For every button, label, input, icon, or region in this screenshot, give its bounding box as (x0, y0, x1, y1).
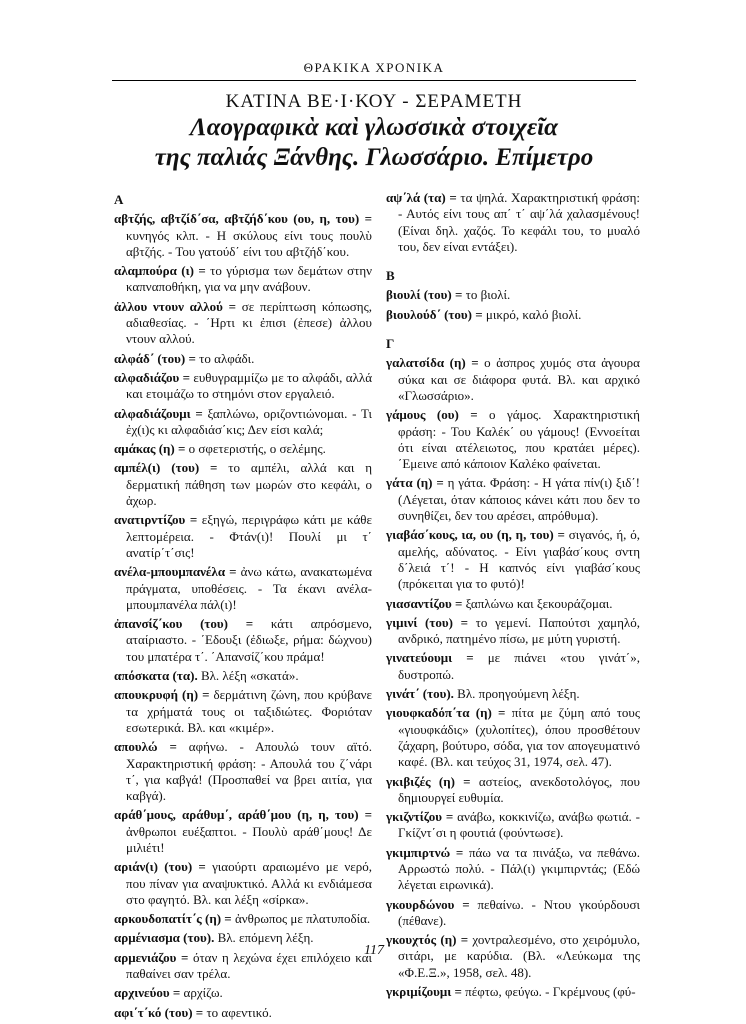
entry-term: γιαβάσ΄κους, ια, ου (η, η, του) = (386, 527, 565, 543)
entry-term: γιασαντίζου = (386, 595, 463, 611)
glossary-entry (114, 370, 372, 403)
entry-definition: ο ἀσπρος χυμός στα ἀγουρα σύκα και σε διάφορα φυτά. Βλ. και αρχικό «Γλωσσάριο». (398, 355, 640, 403)
glossary-entry (386, 686, 640, 702)
entry-definition: σιγανός, ή, ό, αμελής, αδύνατος. - Είνι γιαβάσ΄κους σντη δ΄λειά τ΄! - Η καπνός είνι γιαβάσ΄κους (πρόκειται για το φυτό)! (398, 527, 640, 592)
glossary-entry (386, 809, 640, 842)
entry-term: αρμενιάζου = (114, 949, 189, 965)
entry-definition: ἀνθρωποι ευέξαπτοι. - Πουλὺ αράθ΄μους! Δε μιλιέτι! (126, 823, 372, 855)
entry-term: αμπέλ(ι) (του) = (114, 460, 218, 476)
entry-definition: το βιολί. (462, 287, 511, 303)
glossary-entry (114, 616, 372, 665)
title-line-2: της παλιάς Ξάνθης. Γλωσσάριο. Επίμετρο (154, 144, 594, 171)
entry-term: γκιβιζές (η) = (386, 773, 471, 789)
glossary-entry (386, 287, 640, 303)
entry-term: γιουφκαδόπ΄τα (η) = (386, 705, 506, 721)
entry-term: γαλατσίδα (η) = (386, 355, 479, 371)
b-entries (386, 287, 640, 323)
entry-term: αφι΄τ΄κό (του) = (114, 1004, 204, 1020)
entry-definition: το αμπέλι, αλλά και η δερματική πάθηση των μωρών στο κεφάλι, ο ἀχωρ. (126, 460, 372, 509)
entry-term: ανατιρντίζου = (114, 512, 198, 528)
entry-term: ἀλλου ντουν αλλού = (114, 298, 237, 314)
entry-term: γκουχτός (η) = (386, 932, 469, 948)
entry-term: αλφαδιάζου = (114, 369, 190, 385)
section-letter-g: Γ (386, 336, 395, 352)
glossary-entry (114, 911, 372, 927)
glossary-entry (386, 705, 640, 770)
entry-definition: ευθυγραμμίζω με το αλφάδι, αλλά και ετοιμάζω το στημόνι στον εργαλειό. (126, 369, 373, 402)
entry-term: ανέλα-μπουμπανέλα = (114, 564, 237, 580)
entry-definition: σε περίπτωση κόπωσης, αδιαθεσίας. - ΄Ηρτι κι ἐπισι (ἐπεσε) ἀλλου ντουν αλλού. (126, 298, 372, 347)
glossary-entry (386, 774, 640, 807)
entry-definition: κυνηγός κλπ. - Η σκύλους είνι τους πουλὺ αβτζής. - Του γατούδ΄ είνι του αβτζήδ΄κου. (126, 227, 372, 259)
author: ΚΑΤΙΝΑ ΒΕ·Ι·ΚΟΥ - ΣΕΡΑΜΕΤΗ (225, 91, 523, 112)
entry-definition: γιαούρτι αραιωμένο με νερό, που πίναν για αναψυκτικό. Αλλά κι ενδιάμεσα στο φαγητό. Βλ. και λέξη «σίρκα». (126, 859, 372, 907)
entry-definition: τα ψηλά. Χαρακτηριστική φράση: - Αυτός είνι τους απ΄ τ΄ αψ΄λά χαλασμένους! (Είναι δηλ. χαζός. Το κεφάλι του, το μυαλό του, δεν είναι εντάξει). (398, 190, 640, 254)
glossary-entry (114, 512, 372, 561)
entry-definition: ο σφετεριστής, ο σελέμης. (185, 441, 326, 457)
entry-definition: ἀνθρωπος με πλατυποδία. (231, 911, 371, 927)
entry-definition: το γεμενί. Παπούτσι χαμηλό, ανδρικό, πατημένο πίσω, με μύτη γυριστή. (398, 614, 640, 647)
entry-term: βιουλί (του) = (386, 287, 463, 303)
entry-definition: αστείος, ανεκδοτολόγος, που δημιουργεί ευθυμία. (398, 773, 640, 805)
section-letter-b: Β (386, 268, 395, 284)
entry-term: γινάτ΄ (του). (386, 686, 454, 702)
glossary-entry (114, 739, 372, 804)
glossary-entry (114, 441, 372, 457)
entry-definition: Βλ. προηγούμενη λέξη. (453, 686, 580, 702)
glossary-entry (114, 668, 372, 684)
entry-term: γάμους (ου) = (386, 407, 478, 423)
entry-term: απουλώ = (114, 739, 177, 755)
entry-term: απουκρυφή (η) = (114, 687, 210, 703)
glossary-entry (114, 351, 372, 367)
glossary-entry (114, 859, 372, 908)
entry-definition: το αλφάδι. (195, 350, 255, 366)
glossary-entry (114, 406, 372, 439)
glossary-entry (114, 299, 372, 348)
glossary-entry (386, 615, 640, 648)
entry-definition: Βλ. λέξη «σκατά». (197, 668, 299, 684)
header-rule (112, 80, 636, 81)
left-column (114, 190, 372, 1024)
entry-definition: χοντραλεσμένο, στο χειρόμυλο, σιτάρι, με καρύδια. (Βλ. «Λεύκωμα της «Φ.Ε.Ξ.», 1958, σελ. 48). (398, 932, 640, 980)
entry-definition: Βλ. επόμενη λέξη. (214, 930, 314, 946)
entry-term: γάτα (η) = (386, 475, 444, 491)
glossary-entry (386, 596, 640, 612)
glossary-entry (386, 307, 640, 323)
entry-definition: μικρό, καλό βιολί. (482, 306, 582, 322)
entry-definition: όταν η λεχώνα έχει επιλόχειο και παθαίνει σαν τρέλα. (126, 949, 373, 982)
entry-term: αμάκας (η) = (114, 441, 186, 457)
entry-definition: δερμάτινη ζώνη, που κρύβανε τα χρήματά τους οι ταξιδιώτες. Φοριόταν εσωτερικά. Βλ. και «κιμέρ». (126, 687, 372, 735)
entry-definition: ο γάμος. Χαρακτηριστική φράση: - Του Καλέκ΄ ου γάμους! (Εννοείται ότι είναι ατέλειωτος, που κρατάει μέρες). ΄Εμεινε από κάποιον Καλέκο φαίνεται. (398, 407, 640, 472)
entry-term: γινατεύουμι = (386, 650, 474, 666)
entry-definition: πέφτω, φεύγω. - Γκρέμνους (φύ- (461, 984, 636, 1000)
right-pre-entries (386, 190, 640, 255)
glossary-entry (114, 564, 372, 613)
left-entries (114, 211, 372, 1021)
entry-term: απόσκατα (τα). (114, 668, 198, 684)
entry-definition: εξηγώ, περιγράφω κάτι με κάθε λεπτομέρεια. - Φτάν(ι)! Πουλί μι τ΄ ανατίρ΄τ΄σις! (126, 512, 372, 560)
glossary-entry (114, 211, 372, 260)
glossary-entry (114, 460, 372, 509)
entry-term: βιουλούδ΄ (του) = (386, 306, 483, 322)
entry-term: ἀπανσίζ΄κου (του) = (114, 616, 254, 632)
glossary-entry (386, 190, 640, 255)
entry-term: γκουρδώνου = (386, 896, 470, 912)
entry-term: αλφαδιάζουμι = (114, 405, 203, 421)
entry-definition: πίτα με ζύμη από τους «γιουφκάδις» (χυλοπίτες), όπου προσθέτουν ζάχαρη, βούτυρο, σόδα, για τον απογευματινό καφέ. (Βλ. και τεύχος 31, 1974, σελ. 47). (398, 705, 641, 770)
section-letter-a: Α (114, 192, 124, 207)
entry-term: αλαμπούρα (ι) = (114, 263, 206, 279)
entry-definition: ἀνω κάτω, ανακατωμένα πράγματα, υποθέσεις. - Τα έκανι ανέλα-μπουμπανέλα πάλ(ι)! (126, 564, 372, 612)
entry-term: αριάν(ι) (του) = (114, 859, 206, 875)
entry-definition: ξαπλώνω, οριζοντιώνομαι. - Τι ἐχ(ι)ς κι αλφαδιάσ΄κις; Δεν είσι καλά; (126, 405, 372, 437)
entry-term: αράθ΄μους, αράθυμ΄, αράθ΄μου (η, η, του) = (114, 807, 372, 823)
glossary-entry (114, 263, 372, 296)
glossary-entry (386, 407, 640, 472)
glossary-entry (386, 845, 640, 894)
entry-term: αρχινεύου = (114, 985, 181, 1001)
entry-definition: η γάτα. Φράση: - Η γάτα πίν(ι) ξιδ΄! (Λέγεται, όταν κάποιος κάνει κάτι που δεν το συνηθίζει, δεν του αρέσει, απρόθυμα). (398, 475, 640, 524)
entry-definition: το γύρισμα των δεμάτων στην καπναποθήκη, για να μην ανάβουν. (126, 263, 372, 295)
glossary-entry (386, 897, 640, 930)
entry-term: αλφάδ΄ (του) = (114, 350, 196, 366)
glossary-entry (386, 650, 640, 683)
entry-definition: πεθαίνω. - Ντου γκούρδουσι (πέθανε). (398, 896, 641, 928)
entry-term: γιμινί (του) = (386, 614, 468, 630)
g-entries (386, 355, 640, 1000)
glossary-entry (114, 807, 372, 856)
glossary-entry (386, 984, 640, 1000)
glossary-entry (386, 355, 640, 404)
title-line-1: Λαογραφικὰ καὶ γλωσσικὰ στοιχεῖα (190, 114, 558, 141)
entry-term: αρκουδοπατίτ΄ς (η) = (114, 911, 232, 927)
entry-term: αβτζής, αβτζίδ΄σα, αβτζήδ΄κου (ου, η, του) = (114, 211, 372, 227)
entry-definition: αφήνω. - Απουλώ τουν αϊτό. Χαρακτηριστική φράση: - Απουλά του ζ΄νάρι τ΄, για καβγά! (Προσπαθεί να βρει αιτία, για καβγά). (126, 739, 372, 804)
glossary-entry (114, 687, 372, 736)
entry-definition: αρχίζω. (180, 985, 223, 1001)
entry-definition: ξαπλώνω και ξεκουράζομαι. (462, 595, 613, 611)
entry-term: γκιμπιρτνώ = (386, 844, 464, 860)
entry-definition: κάτι απρόσμενο, αταίριαστο. - ΄Εδουξι (ἐδιωξε, ρήμα: δώχνου) του μπατέρα τ΄. ΄Απανσίζ΄κου πράμα! (126, 616, 372, 664)
glossary-entry (114, 1005, 372, 1021)
glossary-entry (114, 985, 372, 1001)
article-title (100, 113, 648, 173)
glossary-entry (386, 527, 640, 592)
entry-term: γκριμίζουμι = (386, 984, 462, 1000)
page-number: 117 (364, 943, 384, 958)
right-column (386, 190, 640, 1003)
entry-term: αψ΄λά (τα) = (386, 190, 457, 205)
entry-definition: το αφεντικό. (203, 1004, 272, 1020)
entry-definition: πάω να τα πινάξω, να πεθάνω. Αρρωστώ πολύ. - Πάλ(ι) γκιμπιρντάς; (Εδώ λέγεται ειρωνικά). (398, 844, 640, 893)
entry-term: γκιζντίζου = (386, 809, 454, 825)
glossary-entry (386, 475, 640, 524)
running-header: ΘΡΑΚΙΚΑ ΧΡΟΝΙΚΑ (303, 60, 445, 75)
entry-term: αρμένιασμα (του). (114, 930, 215, 946)
entry-definition: ανάβω, κοκκινίζω, ανάβω φωτιά. - Γκίζντ΄σι η φουτιά (φούντωσε). (398, 809, 640, 841)
entry-definition: με πιάνει «του γινάτ΄», δυστροπώ. (398, 650, 641, 682)
